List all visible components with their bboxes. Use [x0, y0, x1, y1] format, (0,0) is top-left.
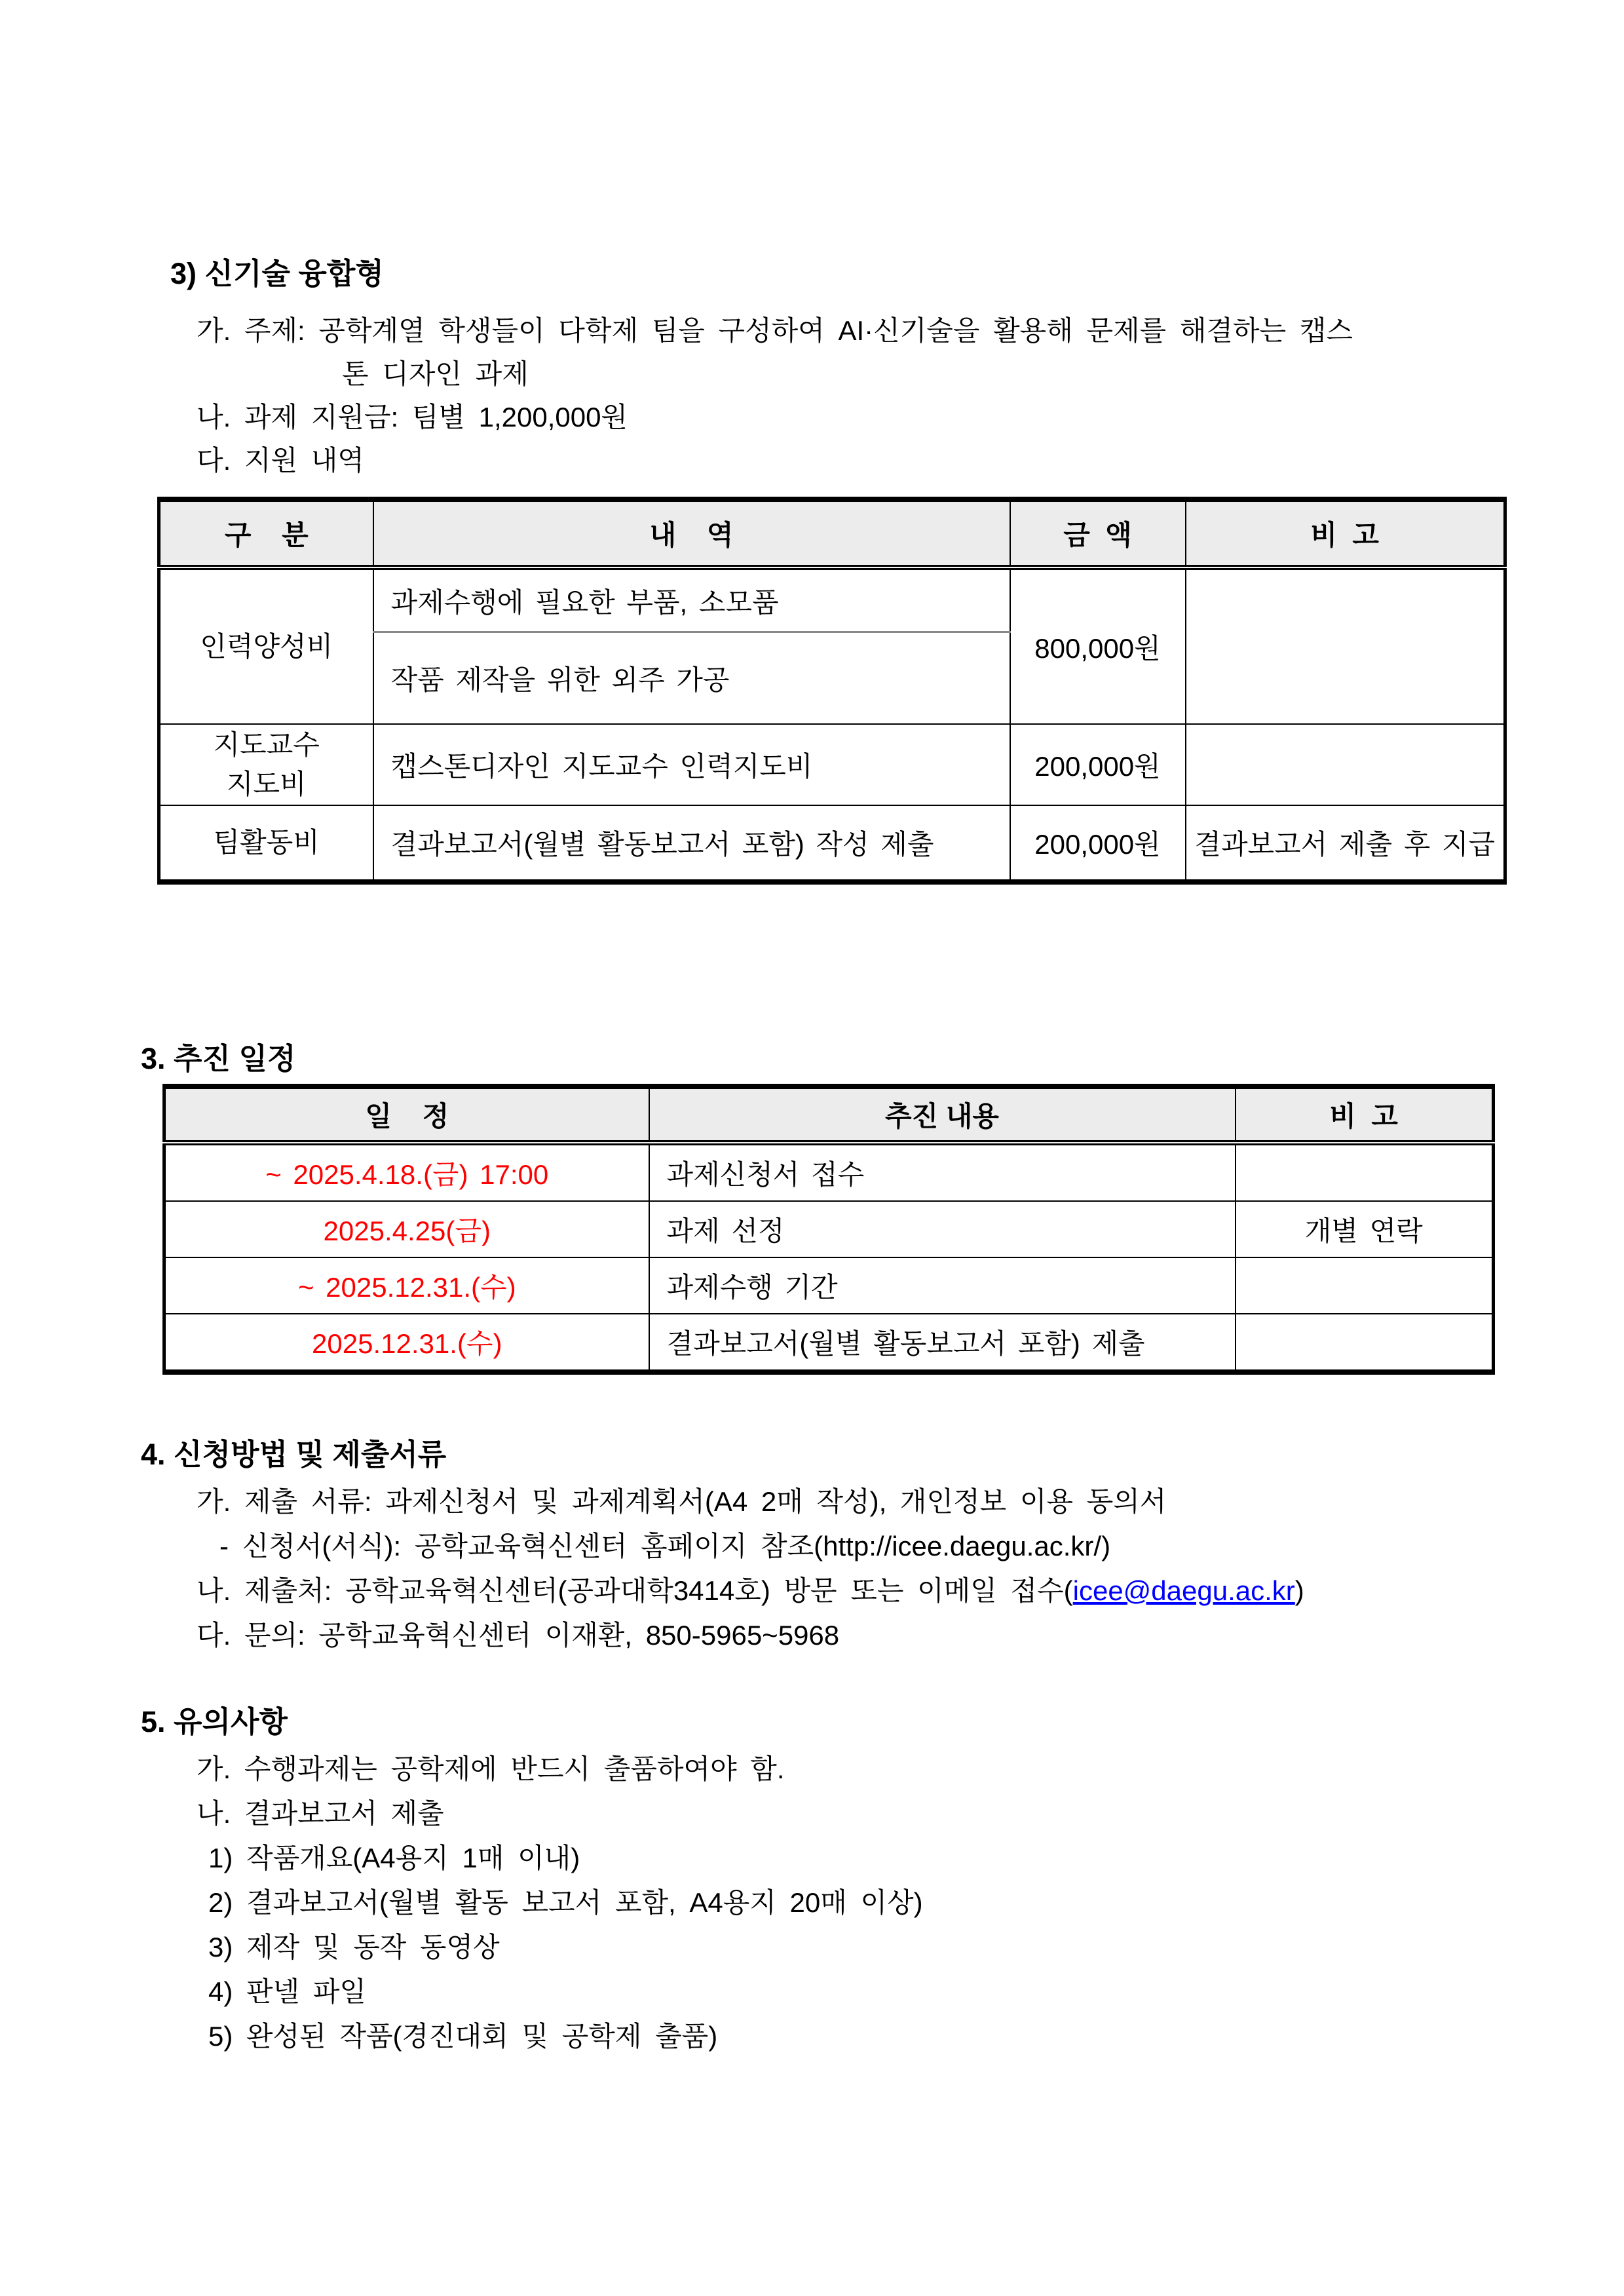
- notes-section-heading: 5. 유의사항: [141, 1705, 288, 1738]
- support-table-cell-category: 인력양성비: [159, 567, 373, 724]
- schedule-cell-note: [1236, 1257, 1494, 1314]
- tech-item-support: 다. 지원 내역: [197, 445, 364, 476]
- support-table-cell-amount: 200,000원: [1010, 724, 1186, 805]
- schedule-table-row-execution: [164, 1257, 1494, 1314]
- support-table-header-amount: 금 액: [1010, 499, 1186, 567]
- support-table-cell-detail: 작품 제작을 위한 외주 가공: [373, 632, 1010, 725]
- apply-section-body: [0, 1480, 1624, 1658]
- advisor-label-line2: 지도비: [226, 769, 307, 799]
- advisor-label-line1: 지도교수: [213, 729, 320, 760]
- support-table-header-row: [159, 499, 1505, 567]
- schedule-cell-date: 2025.4.25(금): [164, 1201, 649, 1257]
- support-table-row-personnel: [159, 567, 1505, 632]
- support-table-cell-category: 팀활동비: [159, 805, 373, 882]
- support-table-cell-amount: 200,000원: [1010, 805, 1186, 882]
- apply-item-place-suffix: ): [1294, 1575, 1304, 1606]
- support-table-cell-category: [159, 724, 373, 805]
- support-table-header-category: 구 분: [159, 499, 373, 567]
- tech-item-subject-line2: 톤 디자인 과제: [342, 358, 529, 389]
- schedule-table-row-selection: [164, 1201, 1494, 1257]
- support-table-cell-note: 결과보고서 제출 후 지급: [1186, 805, 1505, 882]
- schedule-table: [162, 1084, 1495, 1375]
- support-table: [157, 497, 1507, 885]
- tech-section-body: [0, 309, 1624, 482]
- apply-item-documents: 가. 제출 서류: 과제신청서 및 과제계획서(A4 2매 작성), 개인정보 이용 동의서: [197, 1486, 1167, 1517]
- notes-section-body: [0, 1747, 1624, 2059]
- support-table-cell-amount: 800,000원: [1010, 567, 1186, 724]
- notes-item-exhibit: 가. 수행과제는 공학제에 반드시 출품하여야 함.: [197, 1753, 785, 1784]
- support-table-cell-detail: 과제수행에 필요한 부품, 소모품: [373, 567, 1010, 632]
- support-table-cell-note: [1186, 724, 1505, 805]
- schedule-cell-content: 결과보고서(월별 활동보고서 포함) 제출: [649, 1314, 1236, 1372]
- notes-item-report: 나. 결과보고서 제출: [197, 1798, 444, 1829]
- apply-item-contact: 다. 문의: 공학교육혁신센터 이재환, 850-5965~5968: [197, 1620, 840, 1651]
- apply-item-place: [197, 1569, 1624, 1613]
- schedule-cell-content: 과제수행 기간: [649, 1257, 1236, 1314]
- schedule-cell-content: 과제 선정: [649, 1201, 1236, 1257]
- support-table-row-advisor: [159, 724, 1505, 805]
- email-link[interactable]: icee@daegu.ac.kr: [1072, 1575, 1295, 1606]
- schedule-cell-note: 개별 연락: [1236, 1201, 1494, 1257]
- support-table-row-team: [159, 805, 1505, 882]
- notes-sub-item-video: 3) 제작 및 동작 동영상: [208, 1932, 500, 1962]
- schedule-cell-date: ~ 2025.12.31.(수): [164, 1257, 649, 1314]
- schedule-cell-note: [1236, 1314, 1494, 1372]
- schedule-cell-note: [1236, 1143, 1494, 1201]
- notes-sub-item-report: 2) 결과보고서(월별 활동 보고서 포함, A4용지 20매 이상): [208, 1887, 923, 1918]
- schedule-table-row-report: [164, 1314, 1494, 1372]
- schedule-cell-date: 2025.12.31.(수): [164, 1314, 649, 1372]
- tech-item-subject-line1: 가. 주제: 공학계열 학생들이 다학제 팀을 구성하여 AI·신기술을 활용해 문제를 해결하는 캡스: [197, 315, 1353, 346]
- schedule-table-header-content: 추진 내용: [649, 1086, 1236, 1143]
- schedule-table-row-application: [164, 1143, 1494, 1201]
- apply-item-place-text: 나. 제출처: 공학교육혁신센터(공과대학3414호) 방문 또는 이메일 접수(: [197, 1575, 1073, 1606]
- apply-section-heading: 4. 신청방법 및 제출서류: [141, 1438, 447, 1471]
- schedule-section-heading: 3. 추진 일정: [141, 1042, 296, 1075]
- support-table-cell-note: [1186, 567, 1505, 724]
- schedule-cell-content: 과제신청서 접수: [649, 1143, 1236, 1201]
- schedule-table-header-date: 일 정: [164, 1086, 649, 1143]
- schedule-cell-date: ~ 2025.4.18.(금) 17:00: [164, 1143, 649, 1201]
- tech-item-fund: 나. 과제 지원금: 팀별 1,200,000원: [197, 402, 628, 432]
- schedule-table-header-row: [164, 1086, 1494, 1143]
- support-table-header-detail: 내 역: [373, 499, 1010, 567]
- support-table-header-note: 비 고: [1186, 499, 1505, 567]
- support-table-cell-detail: 결과보고서(월별 활동보고서 포함) 작성 제출: [373, 805, 1010, 882]
- notes-sub-item-work: 5) 완성된 작품(경진대회 및 공학제 출품): [208, 2021, 718, 2052]
- notes-sub-item-overview: 1) 작품개요(A4용지 1매 이내): [208, 1843, 580, 1873]
- support-table-cell-detail: 캡스톤디자인 지도교수 인력지도비: [373, 724, 1010, 805]
- apply-item-form: - 신청서(서식): 공학교육혁신센터 홈페이지 참조(http://icee.daegu.ac.kr/): [219, 1531, 1111, 1561]
- tech-section-heading: 3) 신기술 융합형: [170, 257, 384, 290]
- schedule-table-header-note: 비 고: [1236, 1086, 1494, 1143]
- notes-sub-item-panel: 4) 판넬 파일: [208, 1976, 366, 2007]
